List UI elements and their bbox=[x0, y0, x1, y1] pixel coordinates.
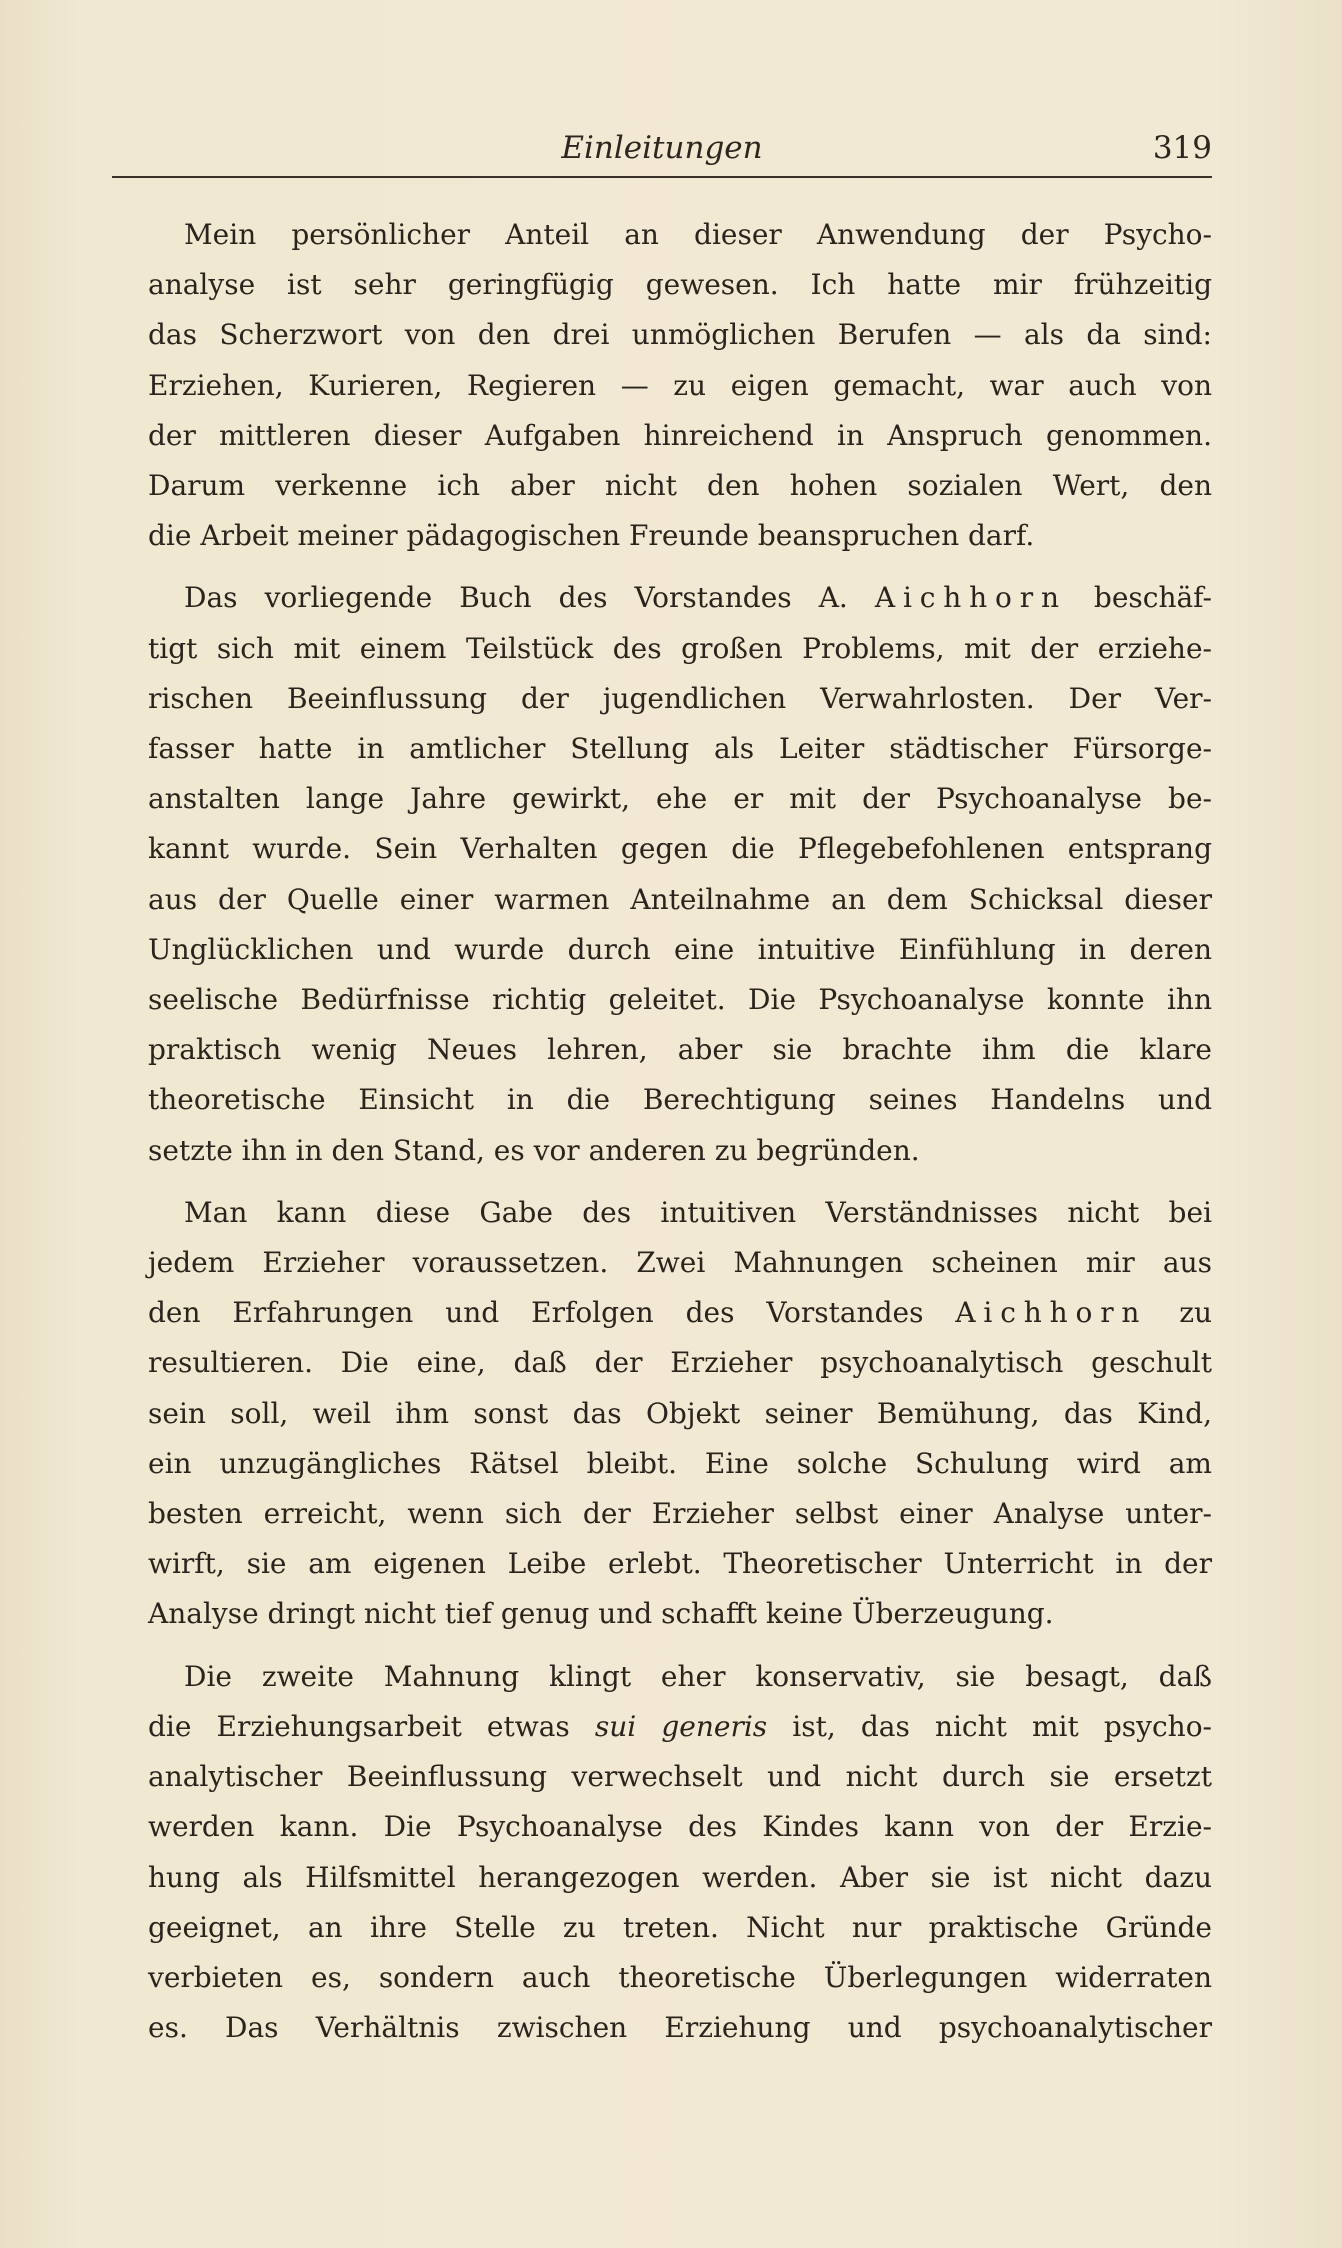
text-line: anstalten lange Jahre gewirkt, ehe er mit der Psychoanalyse be- bbox=[148, 782, 1212, 816]
text-line: Analyse dringt nicht tief genug und schafft keine Überzeugung. bbox=[148, 1597, 1054, 1631]
text-line: sein soll, weil ihm sonst das Objekt seiner Bemühung, das Kind, bbox=[148, 1396, 1212, 1430]
text-line: der mittleren dieser Aufgaben hinreichend in Anspruch genommen. bbox=[148, 418, 1212, 452]
text-line: kannt wurde. Sein Verhalten gegen die Pflegebefohlenen entsprang bbox=[148, 832, 1212, 866]
text-line: ein unzugängliches Rätsel bleibt. Eine solche Schulung wird am bbox=[148, 1446, 1212, 1480]
running-title: Einleitungen bbox=[561, 130, 763, 166]
text-line: verbieten es, sondern auch theoretische Überlegungen widerraten bbox=[148, 1960, 1212, 1994]
text-line: werden kann. Die Psychoanalyse des Kindes kann von der Erzie- bbox=[148, 1810, 1212, 1844]
text-line: theoretische Einsicht in die Berechtigung seines Handelns und bbox=[148, 1083, 1212, 1117]
text-line: es. Das Verhältnis zwischen Erziehung und psychoanalytischer bbox=[148, 2011, 1212, 2045]
text-line: die Arbeit meiner pädagogischen Freunde beanspruchen darf. bbox=[148, 519, 1035, 553]
text-line: rischen Beeinflussung der jugendlichen Verwahrlosten. Der Ver- bbox=[148, 681, 1212, 715]
text-line: setzte ihn in den Stand, es vor anderen zu begründen. bbox=[148, 1133, 920, 1167]
text-line: resultieren. Die eine, daß der Erzieher psychoanalytisch geschult bbox=[148, 1346, 1212, 1380]
text-line: geeignet, an ihre Stelle zu treten. Nicht nur praktische Gründe bbox=[148, 1910, 1212, 1944]
text-line: jedem Erzieher voraussetzen. Zwei Mahnungen scheinen mir aus bbox=[148, 1246, 1212, 1280]
text-fragment: den Erfahrungen und Erfolgen des Vorstandes bbox=[148, 1296, 924, 1330]
page-number: 319 bbox=[1152, 130, 1212, 166]
text-line: seelische Bedürfnisse richtig geleitet. Die Psychoanalyse konnte ihn bbox=[148, 983, 1212, 1017]
text-line bbox=[112, 573, 1212, 623]
text-fragment: beschäf- bbox=[1093, 581, 1213, 615]
paragraph-2 bbox=[112, 573, 1212, 1175]
author-name: Aichhorn bbox=[874, 581, 1067, 615]
text-line: analytischer Beeinflussung verwechselt und nicht durch sie ersetzt bbox=[148, 1760, 1212, 1794]
page-header bbox=[112, 128, 1212, 178]
text-fragment: Das vorliegende Buch des Vorstandes A. bbox=[184, 581, 848, 615]
text-line: aus der Quelle einer warmen Anteilnahme an dem Schicksal dieser bbox=[148, 882, 1212, 916]
text-line: Mein persönlicher Anteil an dieser Anwendung der Psycho- bbox=[184, 218, 1212, 251]
paragraph-3 bbox=[112, 1188, 1212, 1640]
text-line: Man kann diese Gabe des intuitiven Verständnisses nicht bei bbox=[184, 1195, 1212, 1229]
author-name: Aichhorn bbox=[955, 1296, 1148, 1330]
text-fragment: ist, das nicht mit psycho- bbox=[792, 1709, 1213, 1743]
text-fragment: die Erziehungsarbeit etwas bbox=[148, 1709, 570, 1743]
text-line: besten erreicht, wenn sich der Erzieher selbst einer Analyse unter- bbox=[148, 1497, 1212, 1531]
body-text bbox=[112, 210, 1212, 2053]
text-fragment: zu bbox=[1179, 1296, 1213, 1330]
text-line bbox=[112, 1288, 1212, 1338]
text-line: das Scherzwort von den drei unmöglichen Berufen — als da sind: bbox=[148, 318, 1212, 352]
latin-phrase: sui generis bbox=[594, 1709, 768, 1743]
text-line: wirft, sie am eigenen Leibe erlebt. Theoretischer Unterricht in der bbox=[148, 1547, 1212, 1581]
text-line: praktisch wenig Neues lehren, aber sie brachte ihm die klare bbox=[148, 1033, 1212, 1067]
text-line: Die zweite Mahnung klingt eher konservativ, sie besagt, daß bbox=[184, 1659, 1212, 1693]
text-line: Unglücklichen und wurde durch eine intuitive Einfühlung in deren bbox=[148, 932, 1212, 966]
text-line bbox=[112, 1702, 1212, 1752]
text-line: tigt sich mit einem Teilstück des großen Problems, mit der erziehe- bbox=[148, 631, 1212, 665]
text-line: analyse ist sehr geringfügig gewesen. Ich hatte mir frühzeitig bbox=[148, 268, 1212, 302]
paragraph-4 bbox=[112, 1652, 1212, 2054]
paragraph-1 bbox=[112, 210, 1212, 561]
text-line: fasser hatte in amtlicher Stellung als Leiter städtischer Fürsorge- bbox=[148, 732, 1212, 766]
text-line: Erziehen, Kurieren, Regieren — zu eigen gemacht, war auch von bbox=[148, 368, 1212, 402]
text-line: hung als Hilfsmittel herangezogen werden. Aber sie ist nicht dazu bbox=[148, 1860, 1212, 1894]
text-line: Darum verkenne ich aber nicht den hohen sozialen Wert, den bbox=[148, 469, 1212, 503]
